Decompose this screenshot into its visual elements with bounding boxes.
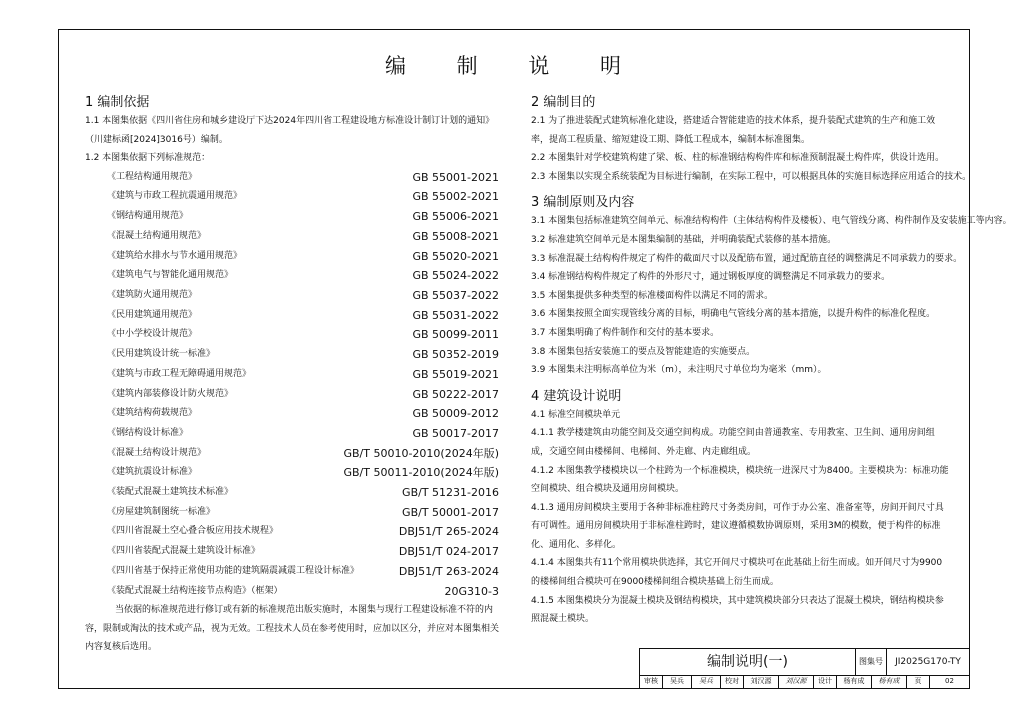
standard-code: DBJ51/T 024-2017 xyxy=(398,545,499,559)
clause-2-3: 2.3 本图集以实现全系统装配为目标进行编制，在实际工程中，可以根据具体的实施目标选择应用适合的技术。 xyxy=(531,171,972,182)
clause-1-1-b: （川建标函[2024]3016号）编制。 xyxy=(85,134,228,145)
clause-4-1-1: 4.1.1 教学楼建筑由功能空间及交通空间构成。功能空间由普通教室、专用教室、卫生间、通用房间组成，交通空间由楼梯间、电梯间、外走廊、内走廊组成。 xyxy=(531,428,935,457)
standard-code: GB/T 50010-2010(2024年版) xyxy=(343,446,499,460)
clause-2-2: 2.2 本图集针对学校建筑构建了梁、板、柱的标准钢结构构件库和标准预制混凝土构件库，供设计选用。 xyxy=(531,153,945,164)
standard-row xyxy=(85,227,505,247)
clause-1-1-a: 1.1 本图集依据《四川省住房和城乡建设厅下达2024年四川省工程建设地方标准设计制订计划的通知》 xyxy=(85,116,495,126)
standard-name: 《中小学校设计规范》 xyxy=(107,329,198,340)
standard-name: 《建筑与市政工程抗震通用规范》 xyxy=(107,191,243,202)
clause-3-6: 3.6 本图集按照全面实现管线分离的目标，明确电气管线分离的基本措施，以提升构件的标准化程度。 xyxy=(531,309,936,320)
standards-note: 当依据的标准规范进行修订或有新的标准规范出版实施时，本图集与现行工程建设标准不符的内容，限制或淘汰的技术或产品，视为无效。工程技术人员在参考使用时，应加以区分，并应对本图集相关内容复核后选用。 xyxy=(85,605,500,653)
standard-code: GB 50009-2012 xyxy=(412,407,499,421)
design-label: 设计 xyxy=(814,675,837,688)
clause-4-1: 4.1 标准空间模块单元 xyxy=(531,409,621,420)
standard-row xyxy=(85,325,505,345)
left-column xyxy=(85,94,505,657)
standard-row xyxy=(85,187,505,207)
section-2-heading: 2 编制目的 xyxy=(531,95,596,110)
standard-name: 《四川省基于保持正常使用功能的建筑隔震减震工程设计标准》 xyxy=(107,565,360,576)
standard-row xyxy=(85,385,505,405)
standard-name: 《民用建筑通用规范》 xyxy=(107,309,198,320)
standard-row xyxy=(85,522,505,542)
standard-code: 20G310-3 xyxy=(444,584,499,598)
standard-row xyxy=(85,424,505,444)
section-1-heading: 1 编制依据 xyxy=(85,95,150,110)
atlas-label: 图集号 xyxy=(856,649,887,675)
standard-code: GB 50352-2019 xyxy=(412,348,499,362)
clause-3-9: 3.9 本图集未注明标高单位为米（m），未注明尺寸单位均为毫米（mm）。 xyxy=(531,365,827,376)
clause-3-4: 3.4 标准钢结构构件规定了构件的外形尺寸，通过钢板厚度的调整满足不同承载力的要求。 xyxy=(531,272,891,283)
standard-name: 《建筑给水排水与节水通用规范》 xyxy=(107,250,243,261)
page-label: 页 xyxy=(907,675,930,688)
standard-code: GB/T 51231-2016 xyxy=(402,486,499,500)
clause-3-8: 3.8 本图集包括安装施工的要点及智能建造的实施要点。 xyxy=(531,346,756,357)
standard-name: 《建筑电气与智能化通用规范》 xyxy=(107,270,234,281)
standard-row xyxy=(85,286,505,306)
standard-code: GB 55020-2021 xyxy=(412,249,499,263)
standard-name: 《混凝土结构设计规范》 xyxy=(107,447,207,458)
standard-name: 《建筑内部装修设计防火规范》 xyxy=(107,388,234,399)
designer-name: 杨有成 xyxy=(837,675,872,688)
standard-code: GB 55001-2021 xyxy=(412,170,499,184)
standard-name: 《建筑抗震设计标准》 xyxy=(107,467,198,478)
standard-row xyxy=(85,168,505,188)
page-title: 编 制 说 明 xyxy=(384,54,644,78)
standard-code: GB 55008-2021 xyxy=(412,229,499,243)
right-column xyxy=(531,94,1012,629)
standard-code: GB/T 50001-2017 xyxy=(402,505,499,519)
standard-name: 《四川省装配式混凝土建筑设计标准》 xyxy=(107,546,261,557)
review-label: 审核 xyxy=(640,675,663,688)
standard-name: 《工程结构通用规范》 xyxy=(107,171,198,182)
clause-3-5: 3.5 本图集提供多种类型的标准楼面构件以满足不同的需求。 xyxy=(531,290,774,301)
clause-4-1-3: 4.1.3 通用房间模块主要用于各种非标准柱跨尺寸务类房间，可作于办公室、准备室等，房间开间尺寸具有可调性。通用房间模块用于非标准柱跨时，建议遵循模数协调原则，采用3M的模数，便于构件的标准化、通用化、多样化。 xyxy=(531,502,944,550)
clause-4-1-4: 4.1.4 本图集共有11个常用模块供选择，其它开间尺寸模块可在此基础上衍生而成。如开间尺寸为9900的楼梯间组合模块可在9000楼梯间组合模块基础上衍生而成。 xyxy=(531,558,943,588)
clause-4-1-2: 4.1.2 本图集教学楼模块以一个柱跨为一个标准模块，模块统一进深尺寸为8400。主要模块为：标准功能空间模块、组合模块及通用房间模块。 xyxy=(531,465,949,495)
clause-3-7: 3.7 本图集明确了构件制作和交付的基本要求。 xyxy=(531,327,720,338)
standard-row xyxy=(85,404,505,424)
standard-row xyxy=(85,483,505,503)
standard-name: 《混凝土结构通用规范》 xyxy=(107,230,207,241)
clause-4-1-5: 4.1.5 本图集模块分为混凝土模块及钢结构模块，其中建筑模块部分只表达了混凝土模块，钢结构模块参照混凝土模块。 xyxy=(531,595,944,625)
standard-code: GB 50222-2017 xyxy=(412,387,499,401)
standard-code: GB 50099-2011 xyxy=(412,328,499,342)
check-label: 校对 xyxy=(721,675,744,688)
atlas-number: JI2025G170-TY xyxy=(895,657,961,667)
standard-code: GB 55024-2022 xyxy=(412,269,499,283)
standard-code: DBJ51/T 263-2024 xyxy=(398,564,499,578)
standard-row xyxy=(85,463,505,483)
clause-1-2: 1.2 本图集依据下列标准规范： xyxy=(85,153,211,164)
standard-code: GB 55019-2021 xyxy=(412,367,499,381)
page-number: 02 xyxy=(945,677,954,685)
standard-row xyxy=(85,562,505,582)
standard-code: GB 55002-2021 xyxy=(412,190,499,204)
standard-row xyxy=(85,365,505,385)
standard-row xyxy=(85,306,505,326)
clause-2-1: 2.1 为了推进装配式建筑标准化建设，搭建适合智能建造的技术体系，提升装配式建筑的生产和施工效率，提高工程质量、缩短建设工期、降低工程成本，编制本标准图集。 xyxy=(531,116,936,145)
designer-signature: 杨有成 xyxy=(872,675,907,688)
standard-name: 《建筑与市政工程无障碍通用规范》 xyxy=(107,368,252,379)
reviewer-name: 吴兵 xyxy=(663,675,692,688)
standard-row xyxy=(85,266,505,286)
standard-row xyxy=(85,207,505,227)
standard-code: GB/T 50011-2010(2024年版) xyxy=(343,466,499,480)
standard-row xyxy=(85,542,505,562)
standard-row xyxy=(85,345,505,365)
section-3-heading: 3 编制原则及内容 xyxy=(531,195,635,211)
standard-row xyxy=(85,503,505,523)
standard-code: DBJ51/T 265-2024 xyxy=(398,525,499,539)
standard-name: 《四川省混凝土空心叠合板应用技术规程》 xyxy=(107,526,279,537)
drawing-name: 编制说明(一) xyxy=(640,649,856,675)
standards-list xyxy=(85,168,505,601)
standard-name: 《民用建筑设计统一标准》 xyxy=(107,349,216,360)
standard-code: GB 55031-2022 xyxy=(412,308,499,322)
section-4-heading: 4 建筑设计说明 xyxy=(531,388,622,404)
standard-name: 《房屋建筑制图统一标准》 xyxy=(107,506,216,517)
standard-row xyxy=(85,582,505,602)
reviewer-signature: 吴兵 xyxy=(692,675,721,688)
standard-code: GB 50017-2017 xyxy=(412,426,499,440)
standard-name: 《建筑防火通用规范》 xyxy=(107,290,198,300)
standard-code: GB 55006-2021 xyxy=(412,210,499,224)
standard-name: 《钢结构设计标准》 xyxy=(107,427,189,438)
clause-3-1: 3.1 本图集包括标准建筑空间单元、标准结构构件（主体结构构件及楼板）、电气管线分离、构件制作及安装施工等内容。 xyxy=(531,216,1012,227)
checker-name: 刘汉源 xyxy=(744,675,779,688)
standard-name: 《装配式混凝土建筑技术标准》 xyxy=(107,487,234,498)
checker-signature: 刘汉源 xyxy=(779,675,814,688)
standard-name: 《建筑结构荷载规范》 xyxy=(107,408,198,419)
title-block xyxy=(639,648,969,688)
standard-row xyxy=(85,247,505,267)
clause-3-2: 3.2 标准建筑空间单元是本图集编制的基础，并明确装配式装修的基本措施。 xyxy=(531,234,837,245)
standard-code: GB 55037-2022 xyxy=(412,289,499,302)
standard-name: 《钢结构通用规范》 xyxy=(107,211,189,222)
standard-name: 《装配式混凝土结构连接节点构造》（框架） xyxy=(107,585,283,596)
drawing-sheet xyxy=(58,29,1012,689)
clause-3-3: 3.3 标准混凝土结构构件规定了构件的截面尺寸以及配筋布置，通过配筋直径的调整满足不同承载力的要求。 xyxy=(531,253,963,264)
standard-row xyxy=(85,444,505,464)
